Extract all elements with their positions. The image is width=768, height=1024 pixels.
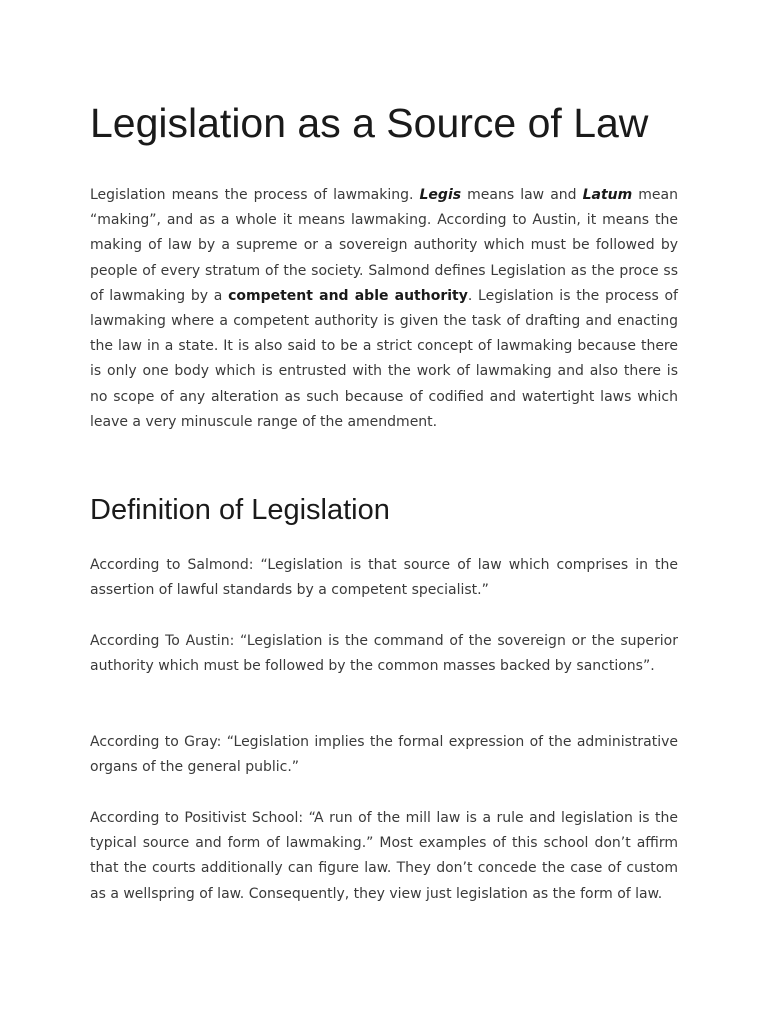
definition-salmond: According to Salmond: “Legislation is that source of law which comprises in the assertion of lawful standards by a competent specialist.” [90,557,678,599]
definition-gray: According to Gray: “Legislation implies the formal expression of the administrative organs of the general public.” [90,734,678,776]
intro-text-2: means law and [461,187,583,203]
definition-heading: Definition of Legislation [90,494,390,526]
page-title: Legislation as a Source of Law [90,100,649,146]
definition-austin: According To Austin: “Legislation is the command of the sovereign or the superior authority which must be followed by the common masses backed by sanctions”. [90,633,678,675]
term-competent-authority: competent and able authority [228,287,468,304]
intro-text-3: mean “making”, and as a whole it means lawmaking. According to Austin, it means the making of law by a supreme or a sovereign authority which must be followed by people of every stratum of the society. Salmond defines Legislation as the proce ss of lawmaking by a [90,187,678,304]
intro-text-4: . Legislation is the process of lawmaking where a competent authority is given the task of drafting and enacting the law in a state. It is also said to be a strict concept of lawmaking because there is only one body which is entrusted with the work of lawmaking and also there is no scope of any alteration as such because of codified and watertight laws which leave a very minuscule range of the amendment. [90,287,678,430]
definition-positivist: According to Positivist School: “A run of the mill law is a rule and legislation is the typical source and form of lawmaking.” Most examples of this school don’t affirm that the courts additionally can figure law. They don’t concede the case of custom as a wellspring of law. Consequently, they view just legislation as the form of law. [90,810,678,902]
term-latum: Latum [582,187,633,203]
term-legis: Legis [419,187,462,203]
intro-text-1: Legislation means the process of lawmaking. [90,187,420,203]
intro-paragraph [90,183,678,435]
